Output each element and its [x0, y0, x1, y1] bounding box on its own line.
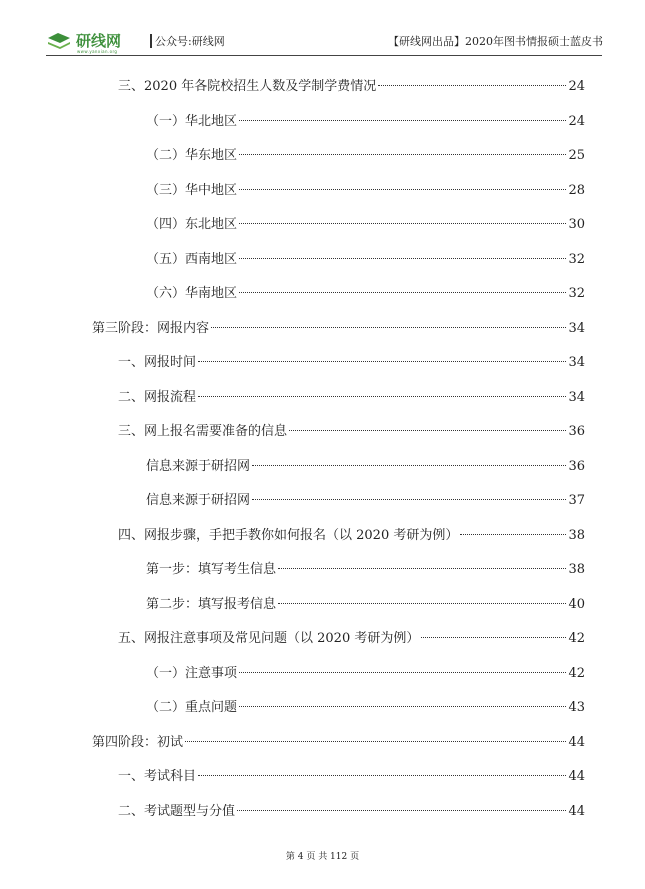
toc-entry-page: 32: [568, 252, 585, 267]
toc-entry-page: 44: [568, 804, 585, 819]
toc-entry-label: （三）华中地区: [146, 183, 238, 198]
toc-entry-page: 24: [568, 79, 585, 94]
toc-leader-dots: [239, 154, 566, 155]
toc-entry-label: 一、考试科目: [118, 769, 197, 784]
toc-entry[interactable]: [146, 665, 585, 683]
toc-entry[interactable]: [146, 596, 585, 614]
toc-leader-dots: [239, 120, 566, 121]
toc-leader-dots: [198, 775, 566, 776]
toc-entry-label: （四）东北地区: [146, 217, 238, 232]
toc-entry-page: 43: [568, 700, 585, 715]
toc-entry-page: 36: [568, 424, 585, 439]
toc-entry-label: 第二步：填写报考信息: [146, 597, 277, 612]
toc-entry[interactable]: [146, 561, 585, 579]
toc-leader-dots: [252, 499, 566, 500]
document-title: 【研线网出品】2020年图书情报硕士蓝皮书: [388, 35, 603, 48]
toc-entry-page: 42: [568, 631, 585, 646]
toc-entry[interactable]: [146, 147, 585, 165]
toc-entry-page: 44: [568, 769, 585, 784]
toc-entry-page: 42: [568, 666, 585, 681]
toc-entry[interactable]: [92, 320, 585, 338]
toc-entry[interactable]: [146, 113, 585, 131]
toc-leader-dots: [239, 258, 566, 259]
toc-leader-dots: [378, 85, 566, 86]
toc-leader-dots: [239, 706, 566, 707]
logo-mark-icon: [46, 30, 76, 50]
toc-entry-label: 五、网报注意事项及常见问题（以 2020 考研为例）: [118, 631, 420, 646]
toc-entry-page: 28: [568, 183, 585, 198]
toc-entry-page: 32: [568, 286, 585, 301]
toc-entry-label: 第一步：填写考生信息: [146, 562, 277, 577]
wechat-account: 公众号:研线网: [155, 35, 225, 48]
toc-entry[interactable]: [92, 734, 585, 752]
toc-leader-dots: [278, 568, 566, 569]
toc-entry[interactable]: [146, 251, 585, 269]
toc-entry[interactable]: [146, 182, 585, 200]
toc-entry[interactable]: [146, 458, 585, 476]
toc-entry[interactable]: [118, 768, 585, 786]
toc-entry-page: 25: [568, 148, 585, 163]
toc-leader-dots: [421, 637, 566, 638]
toc-leader-dots: [211, 327, 566, 328]
toc-leader-dots: [289, 430, 566, 431]
toc-entry-label: 二、网报流程: [118, 390, 197, 405]
toc-entry-page: 34: [568, 390, 585, 405]
page-footer: [0, 849, 645, 862]
toc-entry[interactable]: [146, 699, 585, 717]
toc-entry-label: 三、网上报名需要准备的信息: [118, 424, 288, 439]
toc-entry-label: 二、考试题型与分值: [118, 804, 236, 819]
toc-leader-dots: [239, 672, 566, 673]
logo-subtext: www.yanxian.org: [77, 49, 118, 54]
toc-entry-label: 第四阶段：初试: [92, 735, 184, 750]
toc-entry-page: 44: [568, 735, 585, 750]
toc-entry-page: 34: [568, 321, 585, 336]
toc-entry-label: 信息来源于研招网: [146, 459, 251, 474]
toc-leader-dots: [278, 603, 566, 604]
page-header: [0, 0, 645, 62]
toc-entry[interactable]: [146, 216, 585, 234]
site-logo: [46, 28, 128, 56]
toc-leader-dots: [237, 810, 566, 811]
toc-entry-page: 38: [568, 562, 585, 577]
toc-entry[interactable]: [118, 803, 585, 821]
toc-leader-dots: [198, 361, 566, 362]
toc-entry-page: 30: [568, 217, 585, 232]
toc-entry[interactable]: [118, 354, 585, 372]
toc-entry-page: 36: [568, 459, 585, 474]
toc-entry-label: （一）华北地区: [146, 114, 238, 129]
toc-entry-label: （五）西南地区: [146, 252, 238, 267]
toc-leader-dots: [239, 292, 566, 293]
toc-leader-dots: [198, 396, 566, 397]
toc-entry-label: 信息来源于研招网: [146, 493, 251, 508]
header-rule: [46, 55, 602, 56]
toc-leader-dots: [460, 534, 566, 535]
toc-entry[interactable]: [118, 389, 585, 407]
toc-entry[interactable]: [118, 78, 585, 96]
toc-entry-label: 一、网报时间: [118, 355, 197, 370]
toc-leader-dots: [185, 741, 566, 742]
toc-entry-label: （二）重点问题: [146, 700, 238, 715]
toc-entry-label: （六）华南地区: [146, 286, 238, 301]
header-divider: [150, 34, 152, 48]
toc-leader-dots: [239, 223, 566, 224]
toc-leader-dots: [252, 465, 566, 466]
toc-entry[interactable]: [146, 285, 585, 303]
toc-entry[interactable]: [118, 423, 585, 441]
page-number: 第 4 页 共 112 页: [285, 852, 360, 862]
toc-entry-page: 34: [568, 355, 585, 370]
toc-entry-label: 三、2020 年各院校招生人数及学制学费情况: [118, 79, 377, 94]
toc-entry-page: 37: [568, 493, 585, 508]
toc-entry-label: 第三阶段：网报内容: [92, 321, 210, 336]
toc-entry-label: （二）华东地区: [146, 148, 238, 163]
toc-entry-page: 40: [568, 597, 585, 612]
toc-entry-label: （一）注意事项: [146, 666, 238, 681]
toc-entry-label: 四、网报步骤，手把手教你如何报名（以 2020 考研为例）: [118, 528, 459, 543]
logo-text: 研线网: [76, 32, 122, 50]
toc-entry[interactable]: [118, 630, 585, 648]
toc-entry[interactable]: [118, 527, 585, 545]
toc-entry-page: 38: [568, 528, 585, 543]
toc-leader-dots: [239, 189, 566, 190]
toc-entry-page: 24: [568, 114, 585, 129]
toc-entry[interactable]: [146, 492, 585, 510]
